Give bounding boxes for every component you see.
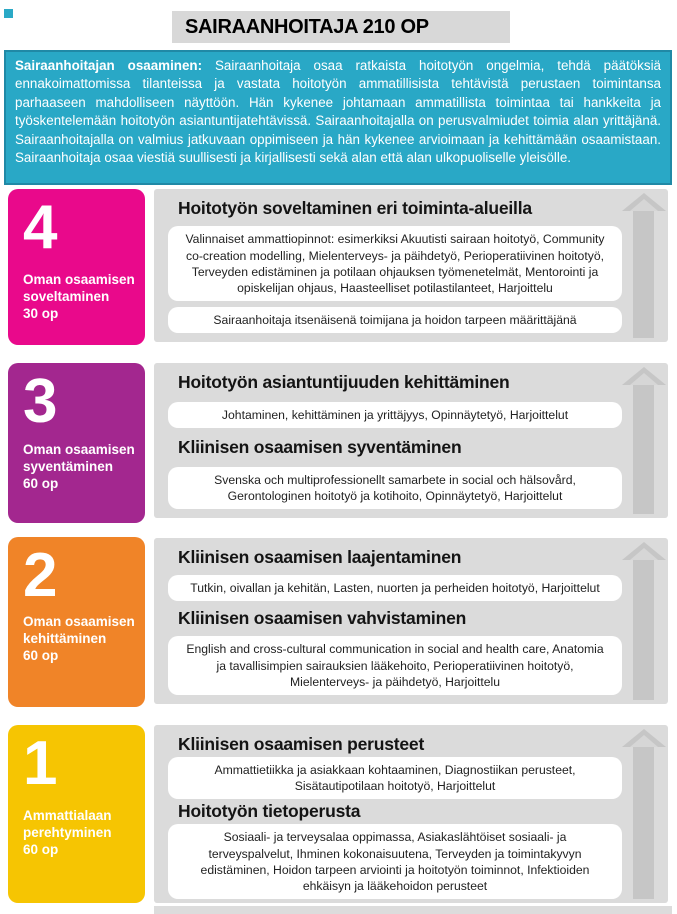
stage-1-heading-1: Kliinisen osaamisen perusteet <box>178 734 425 754</box>
stage-2-panel <box>154 538 668 704</box>
stage-4-label: Oman osaamisen soveltaminen <box>23 272 135 305</box>
up-arrow-icon <box>622 193 666 338</box>
stage-3-credits: 60 op <box>23 476 59 492</box>
stage-3-courses-box-2: Svenska och multiprofessionellt samarbete in social och hälsovård, Gerontologinen hoitotyö ja kotihoito, Opinnäytetyö, Harjoittelut <box>168 467 622 509</box>
stage-4-credits: 30 op <box>23 306 59 322</box>
stage-1-section <box>0 723 677 903</box>
stage-3-heading-1: Hoitotyön asiantuntijuuden kehittäminen <box>178 372 510 392</box>
stage-4-panel-content <box>154 189 668 342</box>
stage-2-heading-2: Kliinisen osaamisen vahvistaminen <box>178 608 467 629</box>
stage-2-panel-content <box>154 538 668 704</box>
page-title-box <box>172 11 510 43</box>
stage-2-badge <box>8 537 145 707</box>
up-arrow-icon <box>622 729 666 899</box>
stage-2-credits: 60 op <box>23 648 59 664</box>
stage-2-label: Oman osaamisen kehittäminen <box>23 614 135 647</box>
stage-2-heading-1: Kliinisen osaamisen laajentaminen <box>178 547 462 567</box>
stage-1-heading-2: Hoitotyön tietoperusta <box>178 801 361 822</box>
stage-3-badge <box>8 363 145 523</box>
stage-1-badge <box>8 725 145 903</box>
stage-3-panel <box>154 363 668 518</box>
stage-3-section <box>0 363 677 523</box>
stage-2-courses-box-2: English and cross-cultural communication in social and health care, Anatomia ja tavallisimpien sairauksien lääkehoito, Perioperatiivinen hoitotyö, Mielenterveys- ja päihdetyö, Harjoittelu <box>168 636 622 695</box>
stage-4-courses-box: Valinnaiset ammattiopinnot: esimerkiksi Akuutisti sairaan hoitotyö, Community co-creation modelling, Mielenterveys- ja päihdetyö, Perioperatiivinen hoitotyö, Terveyden edistäminen ja potilaan ohjauksen työmenetelmät, Mentorointi ja opiskelijan ohjaus, Haasteelliset potilastilanteet, Harjoittelu <box>168 226 622 301</box>
stage-1-number: 1 <box>23 729 58 798</box>
stage-4-section <box>0 189 677 345</box>
stage-1-label: Ammattialaan perehtyminen <box>23 808 112 841</box>
stage-4-heading: Hoitotyön soveltaminen eri toiminta-alueilla <box>178 198 532 218</box>
stage-1-courses-box-2: Sosiaali- ja terveysalaa oppimassa, Asiakaslähtöiset sosiaali- ja terveyspalvelut, Ihminen kokonaisuutena, Terveyden ja toimintakyvyn edistäminen, Hoidon tarpeen arviointi ja hoitotyön toiminnot, Infektioiden ehkäisyn ja lääkehoidon perusteet <box>168 824 622 899</box>
stage-4-number: 4 <box>23 193 58 262</box>
stage-3-label: Oman osaamisen syventäminen <box>23 442 135 475</box>
stage-3-panel-content <box>154 363 668 518</box>
competence-summary-body: Sairaanhoitaja osaa ratkaista hoitotyön ongelmia, tehdä päätöksiä ennakoimattomissa tilanteissa ja vastata hoitotyön ammatillisista tehtävistä perustaen toimintansa parhaaseen mahdolliseen näyttöön. Hän kykenee johtamaan ammatillista toimintaa tai hankkeita ja työskentelemään hoitotyön asiantuntijatehtävissä. Sairaanhoitajalla on perusvalmiudet toimia alan yrittäjänä. Sairaanhoitajalla on valmius jatkuvaan oppimiseen ja hän kykenee arvioimaan ja kehittämään osaamistaan. Sairaanhoitaja osaa viestiä suullisesti ja kirjallisesti sekä alan että alan ulkopuoliselle yleisölle. <box>15 58 661 166</box>
up-arrow-icon <box>622 542 666 700</box>
page-title: SAIRAANHOITAJA 210 OP <box>185 15 429 38</box>
stage-3-heading-2: Kliinisen osaamisen syventäminen <box>178 436 462 457</box>
stage-3-courses-box-1: Johtaminen, kehittäminen ja yrittäjyys, Opinnäytetyö, Harjoittelut <box>168 402 622 428</box>
up-arrow-icon <box>622 367 666 514</box>
stage-2-number: 2 <box>23 541 58 610</box>
stage-3-number: 3 <box>23 367 58 436</box>
stage-4-outcome-box: Sairaanhoitaja itsenäisenä toimijana ja hoidon tarpeen määrittäjänä <box>168 307 622 333</box>
stage-4-badge <box>8 189 145 345</box>
stage-1-credits: 60 op <box>23 842 59 858</box>
stage-2-courses-box-1: Tutkin, oivallan ja kehitän, Lasten, nuorten ja perheiden hoitotyö, Harjoittelut <box>168 575 622 601</box>
corner-accent-square <box>4 9 13 18</box>
stage-1-panel <box>154 725 668 903</box>
stage-1-courses-box-1: Ammattietiikka ja asiakkaan kohtaaminen, Diagnostiikan perusteet, Sisätautipotilaan hoitotyö, Harjoittelut <box>168 757 622 799</box>
stage-2-section <box>0 537 677 707</box>
stage-4-panel <box>154 189 668 342</box>
competence-summary-box <box>4 50 672 185</box>
stage-1-panel-content <box>154 725 668 903</box>
bottom-divider-strip <box>154 906 672 914</box>
competence-summary-lead: Sairaanhoitajan osaaminen: <box>15 58 203 73</box>
